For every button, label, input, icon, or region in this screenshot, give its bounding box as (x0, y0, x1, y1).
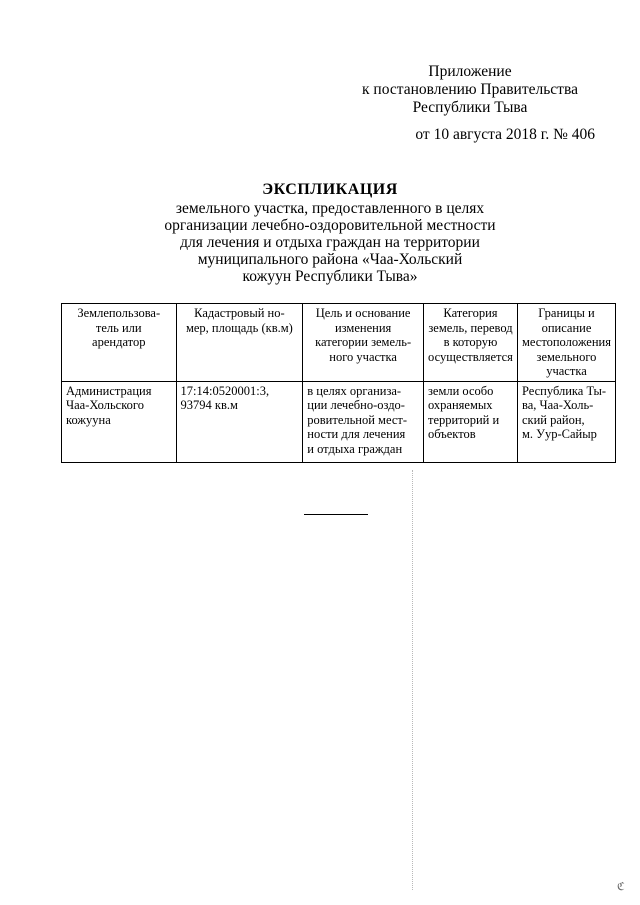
subtitle-line: земельного участка, предоставленного в целях (175, 200, 485, 217)
resolution-date: от 10 августа 2018 г. № 406 (415, 126, 595, 143)
subtitle-line: для лечения и отдыха граждан на территории (180, 234, 480, 251)
appendix-header (355, 63, 585, 117)
header-land-category: Категория земель, перевод в которую осуществляется (423, 304, 517, 382)
closing-rule (304, 514, 368, 515)
header-land-user: Землепользова- тель или арендатор (62, 304, 177, 382)
table-header-row (62, 304, 616, 382)
appendix-line: Приложение (428, 63, 512, 80)
cell-land-category: земли особо охраняемых территорий и объектов (423, 381, 517, 462)
header-cadastral-number: Кадастровый но- мер, площадь (кв.м) (176, 304, 303, 382)
cell-cadastral-number: 17:14:0520001:3, 93794 кв.м (176, 381, 303, 462)
document-title-block (130, 181, 530, 285)
header-boundaries: Границы и описание местоположения земельного участка (517, 304, 615, 382)
subtitle-line: кожуун Республики Тыва» (242, 268, 418, 285)
appendix-line: Республики Тыва (412, 99, 528, 116)
appendix-line: к постановлению Правительства (362, 81, 578, 98)
document-subtitle (130, 200, 530, 285)
explication-table (61, 303, 616, 463)
scan-artifact (412, 470, 414, 890)
document-title: ЭКСПЛИКАЦИЯ (262, 181, 398, 198)
cell-boundaries: Республика Ты- ва, Чаа-Холь- ский район, м. Уур-Сайыр (517, 381, 615, 462)
corner-mark: ℭ (617, 881, 625, 893)
cell-purpose: в целях организа- ции лечебно-оздо- ровительной мест- ности для лечения и отдыха граждан (303, 381, 424, 462)
cell-land-user: Администрация Чаа-Хольского кожууна (62, 381, 177, 462)
table-row (62, 381, 616, 462)
subtitle-line: организации лечебно-оздоровительной местности (164, 217, 496, 234)
subtitle-line: муниципального района «Чаа-Хольский (197, 251, 463, 268)
header-purpose: Цель и основание изменения категории земель- ного участка (303, 304, 424, 382)
